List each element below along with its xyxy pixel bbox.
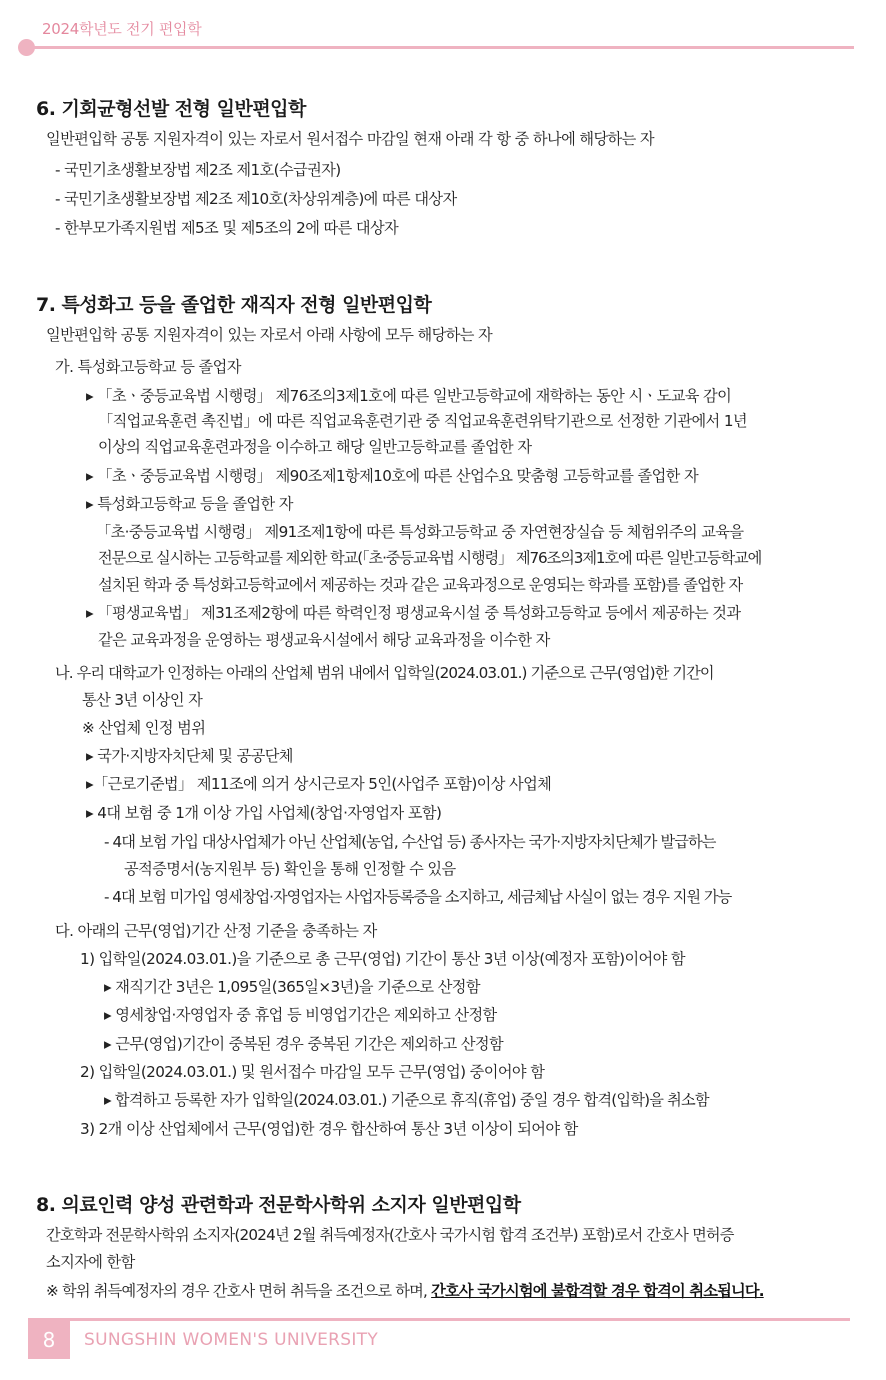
section-6-line: - 국민기초생활보장법 제2조 제10호(차상위계층)에 따른 대상자 bbox=[55, 190, 457, 208]
section-7-line: 일반편입학 공통 지원자격이 있는 자로서 아래 사항에 모두 해당하는 자 bbox=[46, 326, 493, 344]
section-8-line: 간호학과 전문학사학위 소지자(2024년 2월 취득예정자(간호사 국가시험 합격 조건부) 포함)로서 간호사 면허증 bbox=[46, 1226, 734, 1244]
section-7-line: ▸ 특성화고등학교 등을 졸업한 자 bbox=[86, 495, 293, 513]
section-7-line: ▸ 「초ㆍ중등교육법 시행령」 제90조제1항제10호에 따른 산업수요 맞춤형 고등학교를 졸업한 자 bbox=[86, 467, 699, 485]
section-7-line: ▸ 국가·지방자치단체 및 공공단체 bbox=[86, 747, 293, 765]
section-7-line: 같은 교육과정을 운영하는 평생교육시설에서 해당 교육과정을 이수한 자 bbox=[98, 631, 550, 649]
section-8-notice bbox=[46, 1281, 764, 1301]
section-7-line: ▸「근로기준법」 제11조에 의거 상시근로자 5인(사업주 포함)이상 사업체 bbox=[86, 775, 552, 793]
section-7-line: ▸ 4대 보험 중 1개 이상 가입 사업체(창업·자영업자 포함) bbox=[86, 804, 442, 822]
section-7-line: - 4대 보험 가입 대상사업체가 아닌 산업체(농업, 수산업 등) 종사자는 국가·지방자치단체가 발급하는 bbox=[104, 833, 716, 851]
section-7-line: ▸ 근무(영업)기간이 중복된 경우 중복된 기간은 제외하고 산정함 bbox=[104, 1035, 504, 1053]
section-7-line: ▸ 재직기간 3년은 1,095일(365일×3년)을 기준으로 산정함 bbox=[104, 978, 480, 996]
section-6-line: - 한부모가족지원법 제5조 및 제5조의 2에 따른 대상자 bbox=[55, 219, 399, 237]
section-7-line: ▸ 「초ㆍ중등교육법 시행령」 제76조의3제1호에 따른 일반고등학교에 재학하는 동안 시ㆍ도교육 감이 bbox=[86, 387, 732, 405]
section-6-line: 일반편입학 공통 지원자격이 있는 자로서 원서접수 마감일 현재 아래 각 항 중 하나에 해당하는 자 bbox=[46, 130, 654, 148]
section-7-line: 이상의 직업교육훈련과정을 이수하고 해당 일반고등학교를 졸업한 자 bbox=[98, 438, 532, 456]
section-7-heading: 7. 특성화고 등을 졸업한 재직자 전형 일반편입학 bbox=[36, 294, 432, 316]
section-7-line: 가. 특성화고등학교 등 졸업자 bbox=[55, 358, 241, 376]
section-7-line: 「직업교육훈련 촉진법」에 따른 직업교육훈련기관 중 직업교육훈련위탁기관으로 선정한 기관에서 1년 bbox=[98, 412, 747, 430]
section-7-line: 전문으로 실시하는 고등학교를 제외한 학교(「초·중등교육법 시행령」 제76조의3제1호에 따른 일반고등학교에 bbox=[98, 549, 762, 567]
header-divider bbox=[24, 46, 854, 49]
section-7-line: ▸ 합격하고 등록한 자가 입학일(2024.03.01.) 기준으로 휴직(휴업) 중일 경우 합격(입학)을 취소함 bbox=[104, 1091, 709, 1109]
section-7-line: ※ 산업체 인정 범위 bbox=[82, 719, 206, 737]
header-dot-icon bbox=[18, 39, 35, 56]
section-8-notice-text: ※ 학위 취득예정자의 경우 간호사 면허 취득을 조건으로 하며, bbox=[46, 1282, 432, 1300]
section-8-emphasis: 간호사 국가시험에 불합격할 경우 합격이 취소됩니다. bbox=[431, 1282, 764, 1300]
university-name: SUNGSHIN WOMEN'S UNIVERSITY bbox=[84, 1330, 379, 1350]
footer-divider bbox=[28, 1318, 850, 1321]
section-6-heading: 6. 기회균형선발 전형 일반편입학 bbox=[36, 98, 306, 120]
header-title: 2024학년도 전기 편입학 bbox=[42, 20, 202, 38]
section-7-line: 3) 2개 이상 산업체에서 근무(영업)한 경우 합산하여 통산 3년 이상이 되어야 함 bbox=[80, 1120, 578, 1138]
section-7-line: - 4대 보험 미가입 영세창업·자영업자는 사업자등록증을 소지하고, 세금체납 사실이 없는 경우 지원 가능 bbox=[104, 888, 732, 906]
page-number: 8 bbox=[28, 1321, 70, 1359]
section-7-line: 다. 아래의 근무(영업)기간 산정 기준을 충족하는 자 bbox=[55, 922, 377, 940]
section-7-line: 공적증명서(농지원부 등) 확인을 통해 인정할 수 있음 bbox=[124, 860, 456, 878]
section-8-heading: 8. 의료인력 양성 관련학과 전문학사학위 소지자 일반편입학 bbox=[36, 1194, 521, 1216]
section-7-line: 「초·중등교육법 시행령」 제91조제1항에 따른 특성화고등학교 중 자연현장실습 등 체험위주의 교육을 bbox=[96, 523, 744, 541]
section-8-line: 소지자에 한함 bbox=[46, 1253, 135, 1271]
section-7-line: 2) 입학일(2024.03.01.) 및 원서접수 마감일 모두 근무(영업) 중이어야 함 bbox=[80, 1063, 545, 1081]
section-7-line: 통산 3년 이상인 자 bbox=[82, 691, 203, 709]
section-7-line: 설치된 학과 중 특성화고등학교에서 제공하는 것과 같은 교육과정으로 운영되는 학과를 포함)를 졸업한 자 bbox=[98, 576, 743, 594]
section-7-line: 1) 입학일(2024.03.01.)을 기준으로 총 근무(영업) 기간이 통산 3년 이상(예정자 포함)이어야 함 bbox=[80, 950, 685, 968]
section-7-line: ▸ 영세창업·자영업자 중 휴업 등 비영업기간은 제외하고 산정함 bbox=[104, 1006, 497, 1024]
section-7-line: 나. 우리 대학교가 인정하는 아래의 산업체 범위 내에서 입학일(2024.03.01.) 기준으로 근무(영업)한 기간이 bbox=[55, 664, 714, 682]
section-7-line: ▸ 「평생교육법」 제31조제2항에 따른 학력인정 평생교육시설 중 특성화고등학교 등에서 제공하는 것과 bbox=[86, 604, 741, 622]
section-6-line: - 국민기초생활보장법 제2조 제1호(수급권자) bbox=[55, 161, 341, 179]
